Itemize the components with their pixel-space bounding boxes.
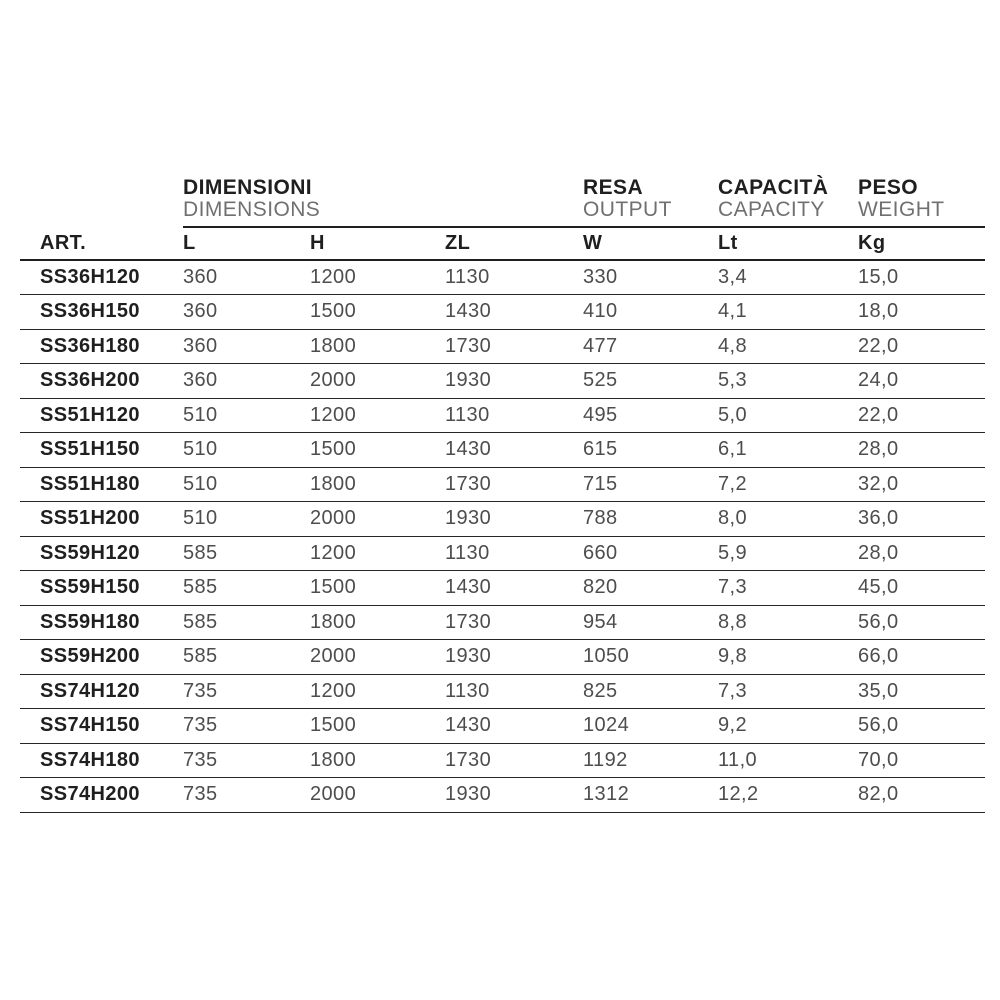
table-row <box>20 502 985 537</box>
cell-lt: 7,3 <box>718 674 858 709</box>
column-header-art: ART. <box>20 227 183 260</box>
cell-art: SS59H200 <box>20 640 183 675</box>
column-header-l: L <box>183 227 310 260</box>
group-header-weight <box>858 170 985 227</box>
cell-lt: 9,2 <box>718 709 858 744</box>
cell-l: 510 <box>183 433 310 468</box>
group-header-capacity-secondary: CAPACITY <box>718 197 825 221</box>
cell-l: 360 <box>183 329 310 364</box>
cell-h: 1800 <box>310 605 445 640</box>
group-header-weight-primary: PESO <box>858 175 919 199</box>
table-row <box>20 433 985 468</box>
group-header-output-secondary: OUTPUT <box>583 197 672 221</box>
table-row <box>20 467 985 502</box>
cell-zl: 1130 <box>445 674 583 709</box>
cell-art: SS74H180 <box>20 743 183 778</box>
table-row <box>20 605 985 640</box>
cell-kg: 56,0 <box>858 605 985 640</box>
group-header-spacer <box>20 170 183 227</box>
cell-kg: 35,0 <box>858 674 985 709</box>
cell-zl: 1130 <box>445 398 583 433</box>
table-row <box>20 674 985 709</box>
cell-l: 360 <box>183 260 310 295</box>
column-header-w: W <box>583 227 718 260</box>
cell-zl: 1730 <box>445 467 583 502</box>
cell-kg: 22,0 <box>858 398 985 433</box>
cell-kg: 32,0 <box>858 467 985 502</box>
cell-l: 585 <box>183 640 310 675</box>
cell-art: SS36H200 <box>20 364 183 399</box>
cell-zl: 1430 <box>445 709 583 744</box>
cell-w: 525 <box>583 364 718 399</box>
cell-art: SS36H150 <box>20 295 183 330</box>
cell-w: 1192 <box>583 743 718 778</box>
cell-art: SS36H180 <box>20 329 183 364</box>
cell-zl: 1930 <box>445 502 583 537</box>
cell-lt: 12,2 <box>718 778 858 813</box>
table-row <box>20 398 985 433</box>
cell-l: 735 <box>183 709 310 744</box>
cell-kg: 18,0 <box>858 295 985 330</box>
table-row <box>20 778 985 813</box>
cell-l: 735 <box>183 778 310 813</box>
cell-kg: 66,0 <box>858 640 985 675</box>
column-header-kg: Kg <box>858 227 985 260</box>
cell-l: 360 <box>183 295 310 330</box>
table-row <box>20 571 985 606</box>
cell-h: 1800 <box>310 743 445 778</box>
cell-l: 735 <box>183 674 310 709</box>
cell-h: 1500 <box>310 571 445 606</box>
cell-l: 585 <box>183 571 310 606</box>
cell-w: 615 <box>583 433 718 468</box>
cell-h: 1500 <box>310 709 445 744</box>
cell-kg: 56,0 <box>858 709 985 744</box>
table-row <box>20 640 985 675</box>
column-header-zl: ZL <box>445 227 583 260</box>
cell-art: SS51H180 <box>20 467 183 502</box>
cell-lt: 4,8 <box>718 329 858 364</box>
group-header-row <box>20 170 985 227</box>
table-row <box>20 329 985 364</box>
cell-zl: 1730 <box>445 605 583 640</box>
table-row <box>20 295 985 330</box>
group-header-output <box>583 170 718 227</box>
column-header-row <box>20 227 985 260</box>
cell-kg: 28,0 <box>858 536 985 571</box>
cell-kg: 70,0 <box>858 743 985 778</box>
cell-h: 1800 <box>310 467 445 502</box>
cell-l: 510 <box>183 398 310 433</box>
group-header-capacity <box>718 170 858 227</box>
cell-w: 495 <box>583 398 718 433</box>
cell-zl: 1430 <box>445 433 583 468</box>
cell-h: 2000 <box>310 502 445 537</box>
cell-h: 2000 <box>310 364 445 399</box>
cell-l: 585 <box>183 605 310 640</box>
product-spec-table <box>20 170 985 813</box>
cell-zl: 1730 <box>445 329 583 364</box>
cell-h: 1200 <box>310 260 445 295</box>
cell-w: 825 <box>583 674 718 709</box>
cell-l: 585 <box>183 536 310 571</box>
cell-zl: 1730 <box>445 743 583 778</box>
cell-h: 1200 <box>310 674 445 709</box>
cell-art: SS74H150 <box>20 709 183 744</box>
cell-art: SS74H200 <box>20 778 183 813</box>
cell-kg: 15,0 <box>858 260 985 295</box>
cell-lt: 3,4 <box>718 260 858 295</box>
cell-h: 1500 <box>310 433 445 468</box>
cell-kg: 82,0 <box>858 778 985 813</box>
cell-h: 1800 <box>310 329 445 364</box>
cell-art: SS74H120 <box>20 674 183 709</box>
cell-w: 1024 <box>583 709 718 744</box>
group-header-dimensions-secondary: DIMENSIONS <box>183 197 321 221</box>
cell-h: 1200 <box>310 398 445 433</box>
group-header-weight-secondary: WEIGHT <box>858 197 945 221</box>
table-row <box>20 260 985 295</box>
cell-l: 360 <box>183 364 310 399</box>
cell-lt: 4,1 <box>718 295 858 330</box>
cell-art: SS51H200 <box>20 502 183 537</box>
cell-lt: 5,9 <box>718 536 858 571</box>
cell-lt: 8,8 <box>718 605 858 640</box>
table-row <box>20 709 985 744</box>
cell-lt: 5,0 <box>718 398 858 433</box>
cell-h: 2000 <box>310 640 445 675</box>
cell-w: 410 <box>583 295 718 330</box>
cell-w: 1050 <box>583 640 718 675</box>
cell-zl: 1430 <box>445 571 583 606</box>
cell-kg: 45,0 <box>858 571 985 606</box>
cell-w: 820 <box>583 571 718 606</box>
cell-h: 1200 <box>310 536 445 571</box>
cell-zl: 1930 <box>445 640 583 675</box>
cell-h: 2000 <box>310 778 445 813</box>
group-header-dimensions <box>183 170 583 227</box>
cell-lt: 11,0 <box>718 743 858 778</box>
cell-zl: 1930 <box>445 778 583 813</box>
group-header-capacity-primary: CAPACITÀ <box>718 175 829 199</box>
cell-l: 735 <box>183 743 310 778</box>
table-row <box>20 743 985 778</box>
cell-w: 660 <box>583 536 718 571</box>
cell-lt: 7,2 <box>718 467 858 502</box>
cell-kg: 28,0 <box>858 433 985 468</box>
cell-lt: 7,3 <box>718 571 858 606</box>
cell-w: 1312 <box>583 778 718 813</box>
cell-w: 788 <box>583 502 718 537</box>
group-header-dimensions-primary: DIMENSIONI <box>183 175 313 199</box>
cell-lt: 5,3 <box>718 364 858 399</box>
cell-zl: 1130 <box>445 536 583 571</box>
cell-w: 477 <box>583 329 718 364</box>
cell-w: 330 <box>583 260 718 295</box>
cell-zl: 1130 <box>445 260 583 295</box>
column-header-lt: Lt <box>718 227 858 260</box>
cell-art: SS51H150 <box>20 433 183 468</box>
cell-zl: 1930 <box>445 364 583 399</box>
cell-l: 510 <box>183 502 310 537</box>
cell-art: SS51H120 <box>20 398 183 433</box>
cell-art: SS59H120 <box>20 536 183 571</box>
cell-kg: 24,0 <box>858 364 985 399</box>
cell-lt: 9,8 <box>718 640 858 675</box>
cell-l: 510 <box>183 467 310 502</box>
column-header-h: H <box>310 227 445 260</box>
group-header-output-primary: RESA <box>583 175 644 199</box>
cell-art: SS36H120 <box>20 260 183 295</box>
table-row <box>20 536 985 571</box>
cell-art: SS59H150 <box>20 571 183 606</box>
cell-zl: 1430 <box>445 295 583 330</box>
cell-art: SS59H180 <box>20 605 183 640</box>
cell-w: 954 <box>583 605 718 640</box>
cell-kg: 36,0 <box>858 502 985 537</box>
cell-lt: 6,1 <box>718 433 858 468</box>
cell-h: 1500 <box>310 295 445 330</box>
table-row <box>20 364 985 399</box>
cell-w: 715 <box>583 467 718 502</box>
cell-lt: 8,0 <box>718 502 858 537</box>
cell-kg: 22,0 <box>858 329 985 364</box>
